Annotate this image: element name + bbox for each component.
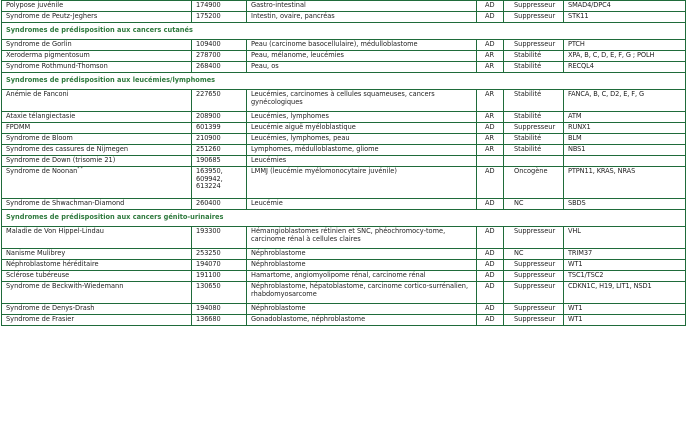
table-row [2, 40, 686, 51]
omim-number-cell [192, 227, 247, 249]
omim-number-cell [192, 156, 247, 167]
syndrome-name-cell [2, 40, 192, 51]
inheritance-mode-text: AD [485, 249, 495, 257]
table-body [2, 1, 686, 326]
omim-number-text: 136680 [196, 315, 221, 323]
omim-number-cell [192, 260, 247, 271]
genes-text: PTCH [568, 40, 585, 48]
genes-cell [564, 1, 686, 12]
genes-cell [564, 167, 686, 199]
tumor-types-text: LMMJ (leucémie myélomonocytaire juvénile) [251, 167, 397, 175]
genes-text: BLM [568, 134, 582, 142]
section-header-row [2, 23, 686, 40]
omim-number-text: 251260 [196, 145, 221, 153]
syndrome-name-text: Sclérose tubéreuse [6, 271, 70, 279]
syndrome-name-text: Syndrome des cassures de Nijmegen [6, 145, 129, 153]
tumor-types-text: Peau, os [251, 62, 279, 70]
omim-number-text: 253250 [196, 249, 221, 257]
table-row [2, 304, 686, 315]
omim-number-cell [192, 90, 247, 112]
genes-cell [564, 304, 686, 315]
inheritance-mode-cell [477, 271, 504, 282]
omim-number-text: 163950, 609942, 613224 [196, 167, 223, 190]
omim-number-text: 208900 [196, 112, 221, 120]
mechanism-text: Stabilité [514, 51, 542, 59]
genes-text: SMAD4/DPC4 [568, 1, 611, 9]
mechanism-text: Stabilité [514, 90, 542, 98]
genes-cell [564, 282, 686, 304]
mechanism-cell [504, 304, 564, 315]
syndrome-name-text: Syndrome de Beckwith-Wiedemann [6, 282, 124, 290]
section-header-row [2, 210, 686, 227]
table-row [2, 315, 686, 326]
genes-text: ATM [568, 112, 582, 120]
tumor-types-text: Leucémie [251, 199, 283, 207]
genes-cell [564, 249, 686, 260]
omim-number-cell [192, 12, 247, 23]
syndrome-name-text: Syndrome Rothmund-Thomson [6, 62, 108, 70]
tumor-types-cell [247, 145, 477, 156]
omim-number-cell [192, 123, 247, 134]
mechanism-cell [504, 199, 564, 210]
mechanism-cell [504, 249, 564, 260]
omim-number-text: 194080 [196, 304, 221, 312]
genes-text: SBDS [568, 199, 586, 207]
section-title: Syndromes de prédisposition aux cancers génito-urinaires [2, 210, 686, 227]
inheritance-mode-text: AD [485, 227, 495, 235]
genes-text: RUNX1 [568, 123, 591, 131]
inheritance-mode-text: AD [485, 1, 495, 9]
genes-cell [564, 199, 686, 210]
omim-number-text: 174900 [196, 1, 221, 9]
table-row [2, 12, 686, 23]
mechanism-cell [504, 62, 564, 73]
mechanism-text: Oncogène [514, 167, 548, 175]
mechanism-cell [504, 271, 564, 282]
tumor-types-cell [247, 271, 477, 282]
genes-text: VHL [568, 227, 581, 235]
omim-number-cell [192, 315, 247, 326]
footnote-marker: * * [77, 166, 83, 171]
syndrome-name-cell [2, 1, 192, 12]
tumor-types-text: Leucémie aiguë myéloblastique [251, 123, 356, 131]
table-row [2, 199, 686, 210]
mechanism-text: Suppresseur [514, 260, 556, 268]
syndrome-name-cell [2, 271, 192, 282]
tumor-types-cell [247, 156, 477, 167]
genes-cell [564, 227, 686, 249]
section-title: Syndromes de prédisposition aux cancers cutanés [2, 23, 686, 40]
tumor-types-text: Peau, mélanome, leucémies [251, 51, 344, 59]
syndrome-name-text: Polypose juvénile [6, 1, 64, 9]
inheritance-mode-cell [477, 134, 504, 145]
genes-text: TSC1/TSC2 [568, 271, 604, 279]
genes-text: RECQL4 [568, 62, 594, 70]
tumor-types-text: Néphroblastome [251, 304, 306, 312]
genes-cell [564, 271, 686, 282]
table-row [2, 167, 686, 199]
syndrome-name-cell [2, 156, 192, 167]
genes-text: XPA, B, C, D, E, F, G ; POLH [568, 51, 655, 59]
table-row [2, 227, 686, 249]
inheritance-mode-text: AD [485, 12, 495, 20]
tumor-types-text: Gastro-intestinal [251, 1, 306, 9]
inheritance-mode-cell [477, 112, 504, 123]
omim-number-cell [192, 62, 247, 73]
genes-text: WT1 [568, 315, 583, 323]
table-row [2, 90, 686, 112]
mechanism-cell [504, 260, 564, 271]
syndrome-name-cell [2, 199, 192, 210]
inheritance-mode-cell [477, 90, 504, 112]
inheritance-mode-text: AR [485, 112, 495, 120]
genes-cell [564, 40, 686, 51]
mechanism-text: NC [514, 199, 524, 207]
syndrome-name-cell [2, 249, 192, 260]
omim-number-text: 268400 [196, 62, 221, 70]
tumor-types-text: Néphroblastome [251, 249, 306, 257]
omim-number-cell [192, 40, 247, 51]
omim-number-text: 191100 [196, 271, 221, 279]
mechanism-text: Suppresseur [514, 315, 556, 323]
syndrome-name-text: Syndrome de Shwachman-Diamond [6, 199, 125, 207]
inheritance-mode-cell [477, 304, 504, 315]
mechanism-cell [504, 227, 564, 249]
mechanism-cell [504, 123, 564, 134]
syndrome-name-text: Maladie de Von Hippel-Lindau [6, 227, 104, 235]
omim-number-cell [192, 249, 247, 260]
inheritance-mode-cell [477, 315, 504, 326]
table-row [2, 271, 686, 282]
tumor-types-text: Gonadoblastome, néphroblastome [251, 315, 366, 323]
syndrome-name-cell [2, 123, 192, 134]
inheritance-mode-text: AD [485, 304, 495, 312]
mechanism-text: Stabilité [514, 62, 542, 70]
genes-cell [564, 62, 686, 73]
mechanism-text: Stabilité [514, 112, 542, 120]
mechanism-text: Suppresseur [514, 1, 556, 9]
mechanism-text: NC [514, 249, 524, 257]
omim-number-cell [192, 1, 247, 12]
table-row [2, 260, 686, 271]
omim-number-text: 109400 [196, 40, 221, 48]
inheritance-mode-text: AD [485, 199, 495, 207]
syndrome-name-cell [2, 227, 192, 249]
mechanism-cell [504, 156, 564, 167]
tumor-types-text: Leucémies, lymphomes [251, 112, 329, 120]
tumor-types-cell [247, 90, 477, 112]
genes-text: CDKN1C, H19, LIT1, NSD1 [568, 282, 652, 290]
genes-cell [564, 315, 686, 326]
tumor-types-cell [247, 123, 477, 134]
tumor-types-cell [247, 304, 477, 315]
inheritance-mode-cell [477, 12, 504, 23]
tumor-types-text: Néphroblastome [251, 260, 306, 268]
inheritance-mode-text: AD [485, 315, 495, 323]
inheritance-mode-cell [477, 282, 504, 304]
syndrome-name-cell [2, 260, 192, 271]
syndrome-name-text: FPDMM [6, 123, 31, 131]
inheritance-mode-cell [477, 123, 504, 134]
syndrome-name-cell [2, 62, 192, 73]
genes-text: WT1 [568, 304, 583, 312]
omim-number-cell [192, 134, 247, 145]
syndrome-name-text: Nanisme Mulibrey [6, 249, 66, 257]
mechanism-text: Suppresseur [514, 282, 556, 290]
tumor-types-cell [247, 51, 477, 62]
omim-number-cell [192, 304, 247, 315]
tumor-types-cell [247, 199, 477, 210]
genes-text: FANCA, B, C, D2, E, F, G [568, 90, 644, 98]
inheritance-mode-text: AR [485, 145, 495, 153]
genes-text: NBS1 [568, 145, 586, 153]
inheritance-mode-cell [477, 62, 504, 73]
tumor-types-text: Hémangioblastomes rétinien et SNC, phéochromocy-tome, carcinome rénal à cellules claires [251, 227, 446, 243]
inheritance-mode-text: AR [485, 90, 495, 98]
omim-number-text: 193300 [196, 227, 221, 235]
mechanism-cell [504, 51, 564, 62]
genes-cell [564, 156, 686, 167]
mechanism-text: Suppresseur [514, 123, 556, 131]
tumor-types-text: Leucémies [251, 156, 287, 164]
table-row [2, 123, 686, 134]
syndrome-name-cell [2, 315, 192, 326]
table-row [2, 1, 686, 12]
genes-cell [564, 51, 686, 62]
mechanism-cell [504, 167, 564, 199]
tumor-types-cell [247, 282, 477, 304]
mechanism-cell [504, 1, 564, 12]
inheritance-mode-cell [477, 40, 504, 51]
tumor-types-cell [247, 12, 477, 23]
syndrome-name-cell [2, 167, 192, 199]
mechanism-cell [504, 134, 564, 145]
tumor-types-cell [247, 1, 477, 12]
omim-number-cell [192, 51, 247, 62]
genes-cell [564, 134, 686, 145]
genes-cell [564, 90, 686, 112]
tumor-types-cell [247, 40, 477, 51]
tumor-types-text: Leucémies, lymphomes, peau [251, 134, 350, 142]
omim-number-cell [192, 282, 247, 304]
inheritance-mode-cell [477, 249, 504, 260]
syndrome-name-cell [2, 282, 192, 304]
genes-cell [564, 12, 686, 23]
omim-number-text: 210900 [196, 134, 221, 142]
mechanism-cell [504, 112, 564, 123]
inheritance-mode-text: AD [485, 123, 495, 131]
table-row [2, 249, 686, 260]
syndrome-name-text: Syndrome de Denys-Drash [6, 304, 95, 312]
tumor-types-cell [247, 249, 477, 260]
mechanism-cell [504, 315, 564, 326]
omim-number-cell [192, 167, 247, 199]
syndrome-name-cell [2, 90, 192, 112]
mechanism-cell [504, 12, 564, 23]
tumor-types-text: Peau (carcinome basocellulaire), médulloblastome [251, 40, 418, 48]
table-row [2, 134, 686, 145]
mechanism-text: Suppresseur [514, 227, 556, 235]
omim-number-cell [192, 271, 247, 282]
genes-cell [564, 123, 686, 134]
genes-text: PTPN11, KRAS, NRAS [568, 167, 636, 175]
inheritance-mode-cell [477, 145, 504, 156]
syndromes-table [1, 0, 686, 326]
mechanism-text: Suppresseur [514, 304, 556, 312]
table-row [2, 145, 686, 156]
tumor-types-text: Lymphomes, médulloblastome, gliome [251, 145, 379, 153]
omim-number-cell [192, 145, 247, 156]
mechanism-cell [504, 90, 564, 112]
table-row [2, 156, 686, 167]
table-row [2, 62, 686, 73]
genes-cell [564, 112, 686, 123]
omim-number-text: 601399 [196, 123, 221, 131]
syndrome-name-text: Syndrome de Bloom [6, 134, 73, 142]
inheritance-mode-cell [477, 156, 504, 167]
inheritance-mode-text: AR [485, 134, 495, 142]
syndrome-name-cell [2, 12, 192, 23]
tumor-types-text: Leucémies, carcinomes à cellules squameuses, cancers gynécologiques [251, 90, 435, 106]
syndrome-name-text: Anémie de Fanconi [6, 90, 69, 98]
omim-number-text: 278700 [196, 51, 221, 59]
tumor-types-cell [247, 315, 477, 326]
inheritance-mode-cell [477, 199, 504, 210]
tumor-types-text: Néphroblastome, hépatoblastome, carcinome cortico-surrénalien, rhabdomyosarcome [251, 282, 469, 298]
mechanism-text: Suppresseur [514, 12, 556, 20]
omim-number-cell [192, 112, 247, 123]
omim-number-cell [192, 199, 247, 210]
inheritance-mode-cell [477, 167, 504, 199]
syndrome-name-cell [2, 134, 192, 145]
omim-number-text: 227650 [196, 90, 221, 98]
genes-text: WT1 [568, 260, 583, 268]
mechanism-cell [504, 282, 564, 304]
syndrome-name-text: Néphroblastome héréditaire [6, 260, 99, 268]
tumor-types-text: Hamartome, angiomyolipome rénal, carcinome rénal [251, 271, 426, 279]
tumor-types-text: Intestin, ovaire, pancréas [251, 12, 335, 20]
inheritance-mode-text: AD [485, 282, 495, 290]
syndrome-name-cell [2, 145, 192, 156]
inheritance-mode-text: AR [485, 51, 495, 59]
omim-number-text: 175200 [196, 12, 221, 20]
omim-number-text: 194070 [196, 260, 221, 268]
inheritance-mode-cell [477, 260, 504, 271]
syndrome-name-text: Syndrome de Noonan [6, 167, 78, 175]
omim-number-text: 260400 [196, 199, 221, 207]
genes-text: STK11 [568, 12, 589, 20]
syndrome-name-text: Syndrome de Peutz-Jeghers [6, 12, 98, 20]
inheritance-mode-cell [477, 51, 504, 62]
syndrome-name-text: Syndrome de Gorlin [6, 40, 72, 48]
tumor-types-cell [247, 62, 477, 73]
mechanism-cell [504, 40, 564, 51]
mechanism-text: Stabilité [514, 145, 542, 153]
inheritance-mode-cell [477, 1, 504, 12]
genes-cell [564, 145, 686, 156]
inheritance-mode-text: AD [485, 40, 495, 48]
genes-cell [564, 260, 686, 271]
mechanism-text: Suppresseur [514, 271, 556, 279]
syndrome-name-text: Xeroderma pigmentosum [6, 51, 90, 59]
inheritance-mode-text: AR [485, 62, 495, 70]
mechanism-cell [504, 145, 564, 156]
tumor-types-cell [247, 227, 477, 249]
mechanism-text: Stabilité [514, 134, 542, 142]
omim-number-text: 190685 [196, 156, 221, 164]
inheritance-mode-cell [477, 227, 504, 249]
table-row [2, 51, 686, 62]
syndrome-name-cell [2, 112, 192, 123]
omim-number-text: 130650 [196, 282, 221, 290]
inheritance-mode-text: AD [485, 260, 495, 268]
tumor-types-cell [247, 112, 477, 123]
syndrome-name-text: Syndrome de Frasier [6, 315, 75, 323]
tumor-types-cell [247, 167, 477, 199]
table-row [2, 112, 686, 123]
syndrome-name-cell [2, 51, 192, 62]
tumor-types-cell [247, 260, 477, 271]
mechanism-text: Suppresseur [514, 40, 556, 48]
section-title: Syndromes de prédisposition aux leucémies/lymphomes [2, 73, 686, 90]
tumor-types-cell [247, 134, 477, 145]
inheritance-mode-text: AD [485, 167, 495, 175]
genes-text: TRIM37 [568, 249, 593, 257]
syndrome-name-text: Syndrome de Down (trisomie 21) [6, 156, 116, 164]
table-row [2, 282, 686, 304]
syndrome-name-text: Ataxie télangiectasie [6, 112, 76, 120]
syndrome-name-cell [2, 304, 192, 315]
inheritance-mode-text: AD [485, 271, 495, 279]
section-header-row [2, 73, 686, 90]
